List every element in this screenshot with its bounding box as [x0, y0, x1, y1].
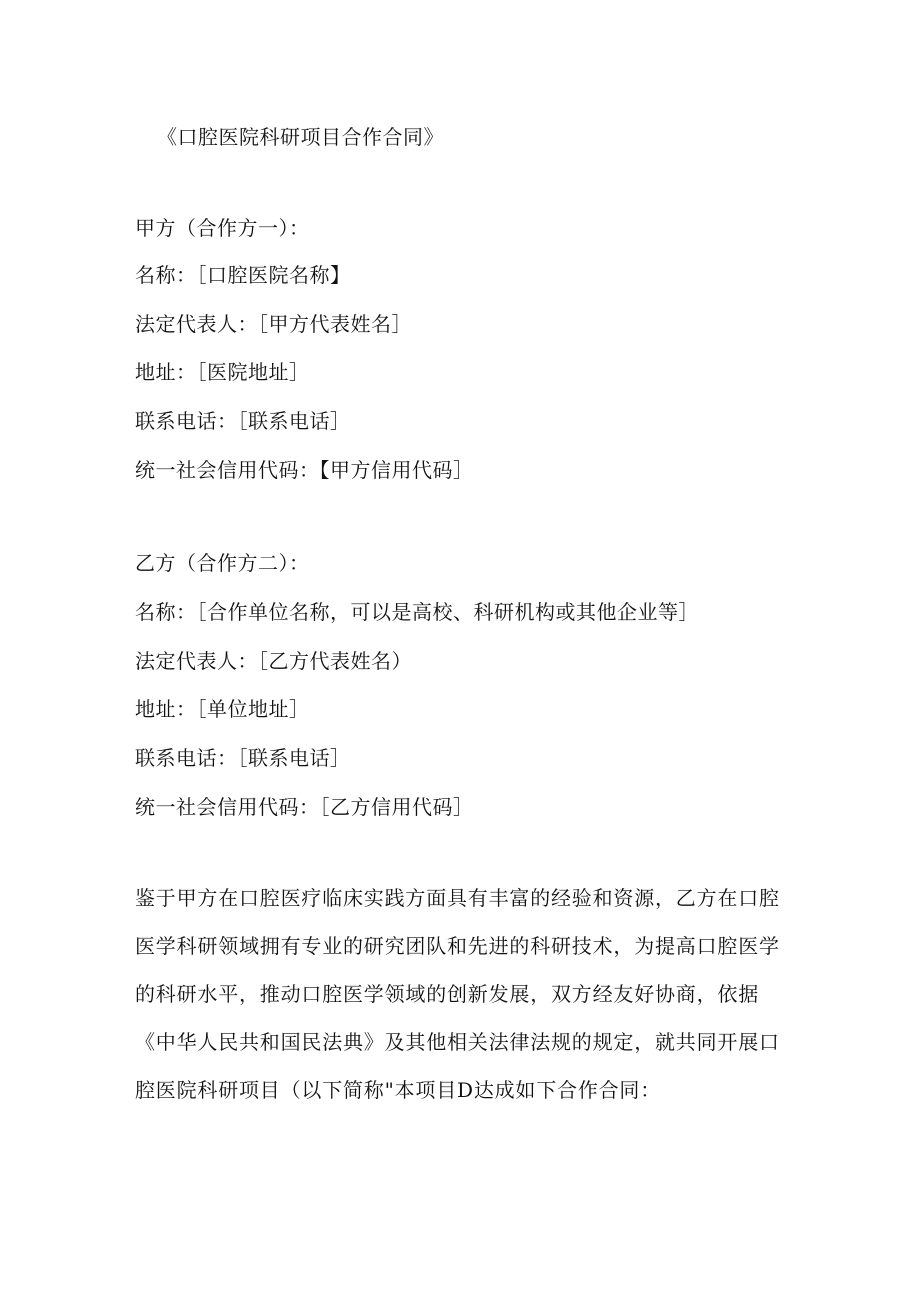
- preamble-line: 医学科研领域拥有专业的研究团队和先进的科研技术，为提高口腔医学: [135, 934, 780, 958]
- party-a-address: 地址：［医院地址］: [135, 360, 310, 384]
- party-b-heading: 乙方（合作方二）：: [135, 551, 310, 575]
- preamble-line: 鉴于甲方在口腔医疗临床实践方面具有丰富的经验和资源，乙方在口腔: [135, 886, 780, 910]
- preamble-line: 的科研水平，推动口腔医学领域的创新发展，双方经友好协商，依据: [135, 982, 759, 1006]
- contract-title: 《口腔医院科研项目合作合同》: [157, 125, 444, 149]
- party-b-credit-code: 统一社会信用代码：［乙方信用代码］: [135, 795, 474, 819]
- preamble-line: 腔医院科研项目（以下简称"本项目D达成如下合作合同：: [135, 1078, 662, 1102]
- party-b-name: 名称：［合作单位名称，可以是高校、科研机构或其他企业等］: [135, 600, 699, 624]
- party-b-address: 地址：［单位地址］: [135, 697, 310, 721]
- preamble-line: 《中华人民共和国民法典》及其他相关法律法规的规定，就共同开展口: [135, 1030, 780, 1054]
- party-b-legal-rep: 法定代表人：［乙方代表姓名）: [135, 649, 412, 673]
- party-a-legal-rep: 法定代表人：［甲方代表姓名］: [135, 312, 412, 336]
- party-b-phone: 联系电话：［联系电话］: [135, 746, 351, 770]
- party-a-name: 名称：［口腔医院名称】: [135, 263, 351, 287]
- party-a-phone: 联系电话：［联系电话］: [135, 409, 351, 433]
- party-a-credit-code: 统一社会信用代码：【甲方信用代码］: [135, 458, 474, 482]
- party-a-heading: 甲方（合作方一）：: [135, 216, 310, 240]
- preamble-paragraph: [135, 883, 780, 1123]
